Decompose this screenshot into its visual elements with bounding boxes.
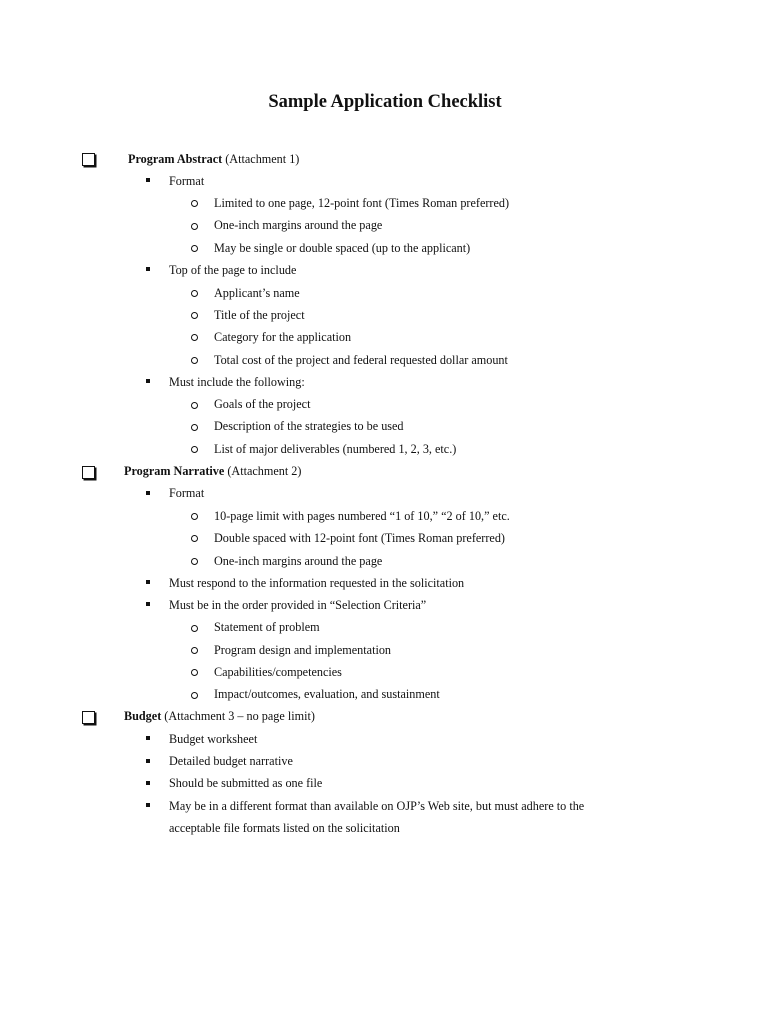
section-note: (Attachment 3 – no page limit)	[161, 709, 315, 723]
page-title: Sample Application Checklist	[268, 92, 502, 112]
sub-list-item: Category for the application	[214, 330, 352, 344]
circle-bullet-icon	[191, 357, 198, 364]
sub-list-item: Program design and implementation	[214, 643, 392, 657]
circle-bullet-icon	[191, 558, 198, 565]
square-bullet-icon	[146, 736, 150, 740]
sub-list-item: Double spaced with 12-point font (Times Roman preferred)	[214, 531, 505, 545]
checkbox-icon[interactable]	[82, 711, 95, 724]
sub-list-item: One-inch margins around the page	[214, 218, 383, 232]
sub-list-item: Statement of problem	[214, 620, 320, 634]
circle-bullet-icon	[191, 692, 198, 699]
list-item: Top of the page to include	[169, 263, 297, 277]
checkbox-icon[interactable]	[82, 153, 95, 166]
square-bullet-icon	[146, 267, 150, 271]
section-note: (Attachment 2)	[224, 464, 302, 478]
circle-bullet-icon	[191, 669, 198, 676]
section-title: Program Abstract	[128, 152, 223, 166]
square-bullet-icon	[146, 379, 150, 383]
sub-list-item: Title of the project	[214, 308, 305, 322]
checkbox-icon[interactable]	[82, 466, 95, 479]
circle-bullet-icon	[191, 513, 198, 520]
circle-bullet-icon	[191, 200, 198, 207]
sub-list-item: Limited to one page, 12-point font (Times Roman preferred)	[214, 196, 510, 210]
list-item: Detailed budget narrative	[169, 754, 293, 768]
circle-bullet-icon	[191, 446, 198, 453]
circle-bullet-icon	[191, 223, 198, 230]
list-item-continuation: acceptable file formats listed on the solicitation	[169, 821, 400, 835]
circle-bullet-icon	[191, 245, 198, 252]
list-item: Should be submitted as one file	[169, 776, 323, 790]
sub-list-item: Goals of the project	[214, 397, 311, 411]
list-item: Budget worksheet	[169, 732, 258, 746]
sub-list-item: One-inch margins around the page	[214, 554, 383, 568]
list-item: Must respond to the information requested in the solicitation	[169, 576, 465, 590]
list-item: Must include the following:	[169, 375, 305, 389]
section-heading	[124, 708, 315, 724]
circle-bullet-icon	[191, 424, 198, 431]
sub-list-item: Impact/outcomes, evaluation, and sustainment	[214, 687, 440, 701]
square-bullet-icon	[146, 580, 150, 584]
list-item: Format	[169, 174, 205, 188]
square-bullet-icon	[146, 491, 150, 495]
circle-bullet-icon	[191, 290, 198, 297]
section-title: Program Narrative	[124, 464, 225, 478]
sub-list-item: 10-page limit with pages numbered “1 of 10,” “2 of 10,” etc.	[214, 509, 510, 523]
square-bullet-icon	[146, 781, 150, 785]
sub-list-item: List of major deliverables (numbered 1, 2, 3, etc.)	[214, 442, 457, 456]
square-bullet-icon	[146, 602, 150, 606]
sub-list-item: Total cost of the project and federal requested dollar amount	[214, 353, 508, 367]
sub-list-item: Applicant’s name	[214, 286, 300, 300]
circle-bullet-icon	[191, 402, 198, 409]
sub-list-item: Capabilities/competencies	[214, 665, 342, 679]
circle-bullet-icon	[191, 334, 198, 341]
list-item: Format	[169, 486, 205, 500]
square-bullet-icon	[146, 803, 150, 807]
list-item: Must be in the order provided in “Selection Criteria”	[169, 598, 427, 612]
section-heading	[124, 463, 301, 479]
circle-bullet-icon	[191, 647, 198, 654]
square-bullet-icon	[146, 178, 150, 182]
section-heading	[128, 151, 299, 167]
square-bullet-icon	[146, 759, 150, 763]
sub-list-item: May be single or double spaced (up to the applicant)	[214, 241, 471, 255]
sub-list-item: Description of the strategies to be used	[214, 419, 404, 433]
circle-bullet-icon	[191, 625, 198, 632]
circle-bullet-icon	[191, 312, 198, 319]
list-item: May be in a different format than available on OJP’s Web site, but must adhere to the	[169, 799, 585, 813]
section-note: (Attachment 1)	[222, 152, 300, 166]
circle-bullet-icon	[191, 535, 198, 542]
section-title: Budget	[124, 709, 162, 723]
